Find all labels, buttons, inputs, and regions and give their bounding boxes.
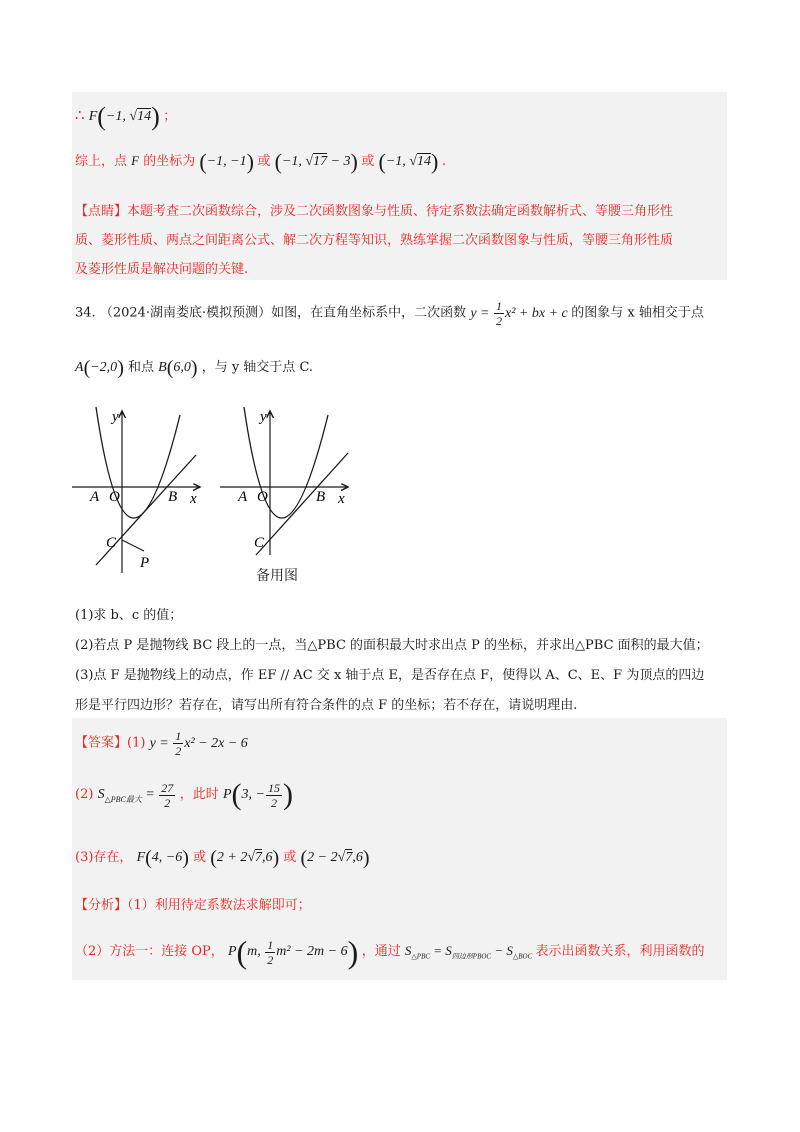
point-a: A(−2,0) [75, 356, 124, 379]
answer-3-or1: 或 [193, 850, 207, 865]
part-1: (1)求 b、c 的值； [75, 608, 183, 623]
summary-mid: 的坐标为 [143, 154, 196, 169]
analysis-line-2 [75, 936, 705, 968]
answer-3-prefix: (3)存在， [75, 850, 133, 865]
answer-3-or2: 或 [283, 850, 297, 865]
point-b: B(6,0) [158, 356, 198, 379]
therefore-line [75, 104, 176, 130]
question-function: y = $\frac{1}{2}$ x² + bx + c [470, 299, 572, 328]
label-x-backup: x [338, 491, 345, 507]
semicolon: ； [163, 109, 177, 125]
label-y-backup: y [260, 409, 267, 425]
analysis-2-point: P(m, $\frac{1}{2}$ m² − 2m − 6) [227, 934, 359, 970]
answer-label: 【答案】 [75, 735, 128, 751]
label-o-backup: O [257, 489, 268, 505]
label-c: C [106, 535, 117, 551]
review-line-3: 及菱形性质是解决问题的关键. [75, 262, 249, 277]
analysis-2-prefix: （2）方法一：连接 OP， [75, 944, 224, 960]
question-line-1 [75, 300, 704, 327]
summary-prefix: 综上，点 [75, 154, 128, 169]
summary-line [75, 150, 446, 173]
caption-backup: 备用图 [256, 568, 298, 584]
summary-f: F [131, 153, 140, 168]
part-3-cont: 形是平行四边形？若存在，请写出所有符合条件的点 F 的坐标；若不存在，请说明理由. [75, 698, 578, 713]
or-2: 或 [361, 154, 375, 169]
part-2: (2)若点 P 是抛物线 BC 段上的一点，当△PBC 的面积最大时求出点 P 的坐标，并求出△PBC 面积的最大值； [75, 638, 709, 653]
question-source: （2024·湖南娄底·模拟预测）如图，在直角坐标系中，二次函数 [99, 305, 467, 321]
coord-3: (−1, √14) [378, 148, 439, 174]
label-c-backup: C [254, 535, 265, 551]
answer-3-p3: (2 − 2√7,6) [300, 846, 370, 869]
f-point-expr: F(−1, √14) [88, 102, 160, 131]
or-1: 或 [257, 154, 271, 169]
answer-2-prefix: (2) [75, 787, 94, 803]
question-tail-1: 的图象与 x 轴相交于点 [571, 305, 704, 321]
label-a-backup: A [238, 489, 248, 505]
label-a: A [90, 489, 100, 505]
question-number: 34. [75, 305, 96, 321]
label-b: B [168, 489, 178, 505]
graph-main [68, 405, 208, 585]
analysis-1: （1）利用待定系数法求解即可； [127, 898, 311, 913]
label-p: P [140, 555, 150, 571]
answer-line-2 [75, 780, 293, 810]
review-line-1: 【点睛】本题考查二次函数综合，涉及二次函数图象与性质、待定系数法确定函数解析式、等腰三角形性 [75, 204, 674, 219]
analysis-label: 【分析】 [75, 898, 128, 913]
therefore-symbol: ∴ [75, 106, 85, 125]
answer-3-p1: F(4, −6) [136, 846, 189, 869]
coord-2: (−1, √17 − 3) [274, 148, 358, 174]
analysis-2-formula: $S_{\triangle PBC} = S_{四边形PBOC} - S_{\triangle BOC}$ [404, 943, 533, 961]
answer-2-expr: $S_{\triangle PBC最大}$ = $\frac{27}{2}$ [97, 780, 174, 810]
and-text: 和点 [128, 360, 155, 375]
review-line-2: 质、菱形性质、两点之间距离公式、解二次方程等知识，熟练掌握二次函数图象与性质，等腰三角形性质 [75, 233, 674, 248]
answer-2-mid: ，此时 [179, 787, 219, 803]
answer-line-1 [75, 730, 248, 757]
analysis-2-tail: 表示出函数关系，利用函数的 [535, 944, 705, 960]
label-b-backup: B [316, 489, 326, 505]
summary-period: . [441, 154, 446, 169]
answer-1-prefix: (1) [127, 735, 146, 751]
answer-line-3 [75, 846, 369, 868]
answer-3-p2: (2 + 2√7,6) [210, 846, 280, 869]
answer-2-point: P(3, − $\frac{15}{2}$ ) [222, 778, 293, 811]
answer-1-expr: y = $\frac{1}{2}$ x² − 2x − 6 [149, 729, 248, 758]
label-x: x [190, 491, 197, 507]
question-line-2 [75, 356, 313, 378]
coord-1: (−1, −1) [199, 148, 254, 174]
question-tail-2: ，与 y 轴交于点 C. [201, 360, 314, 375]
line-cp [122, 540, 144, 551]
graph-backup [216, 405, 356, 565]
label-o: O [109, 489, 120, 505]
part-3: (3)点 F 是抛物线上的动点，作 EF // AC 交 x 轴于点 E，是否存在点 F，使得以 A、C、E、F 为顶点的四边 [75, 668, 705, 683]
label-y: y [112, 409, 119, 425]
analysis-2-mid: ，通过 [361, 944, 401, 960]
analysis-line-1 [75, 894, 311, 913]
